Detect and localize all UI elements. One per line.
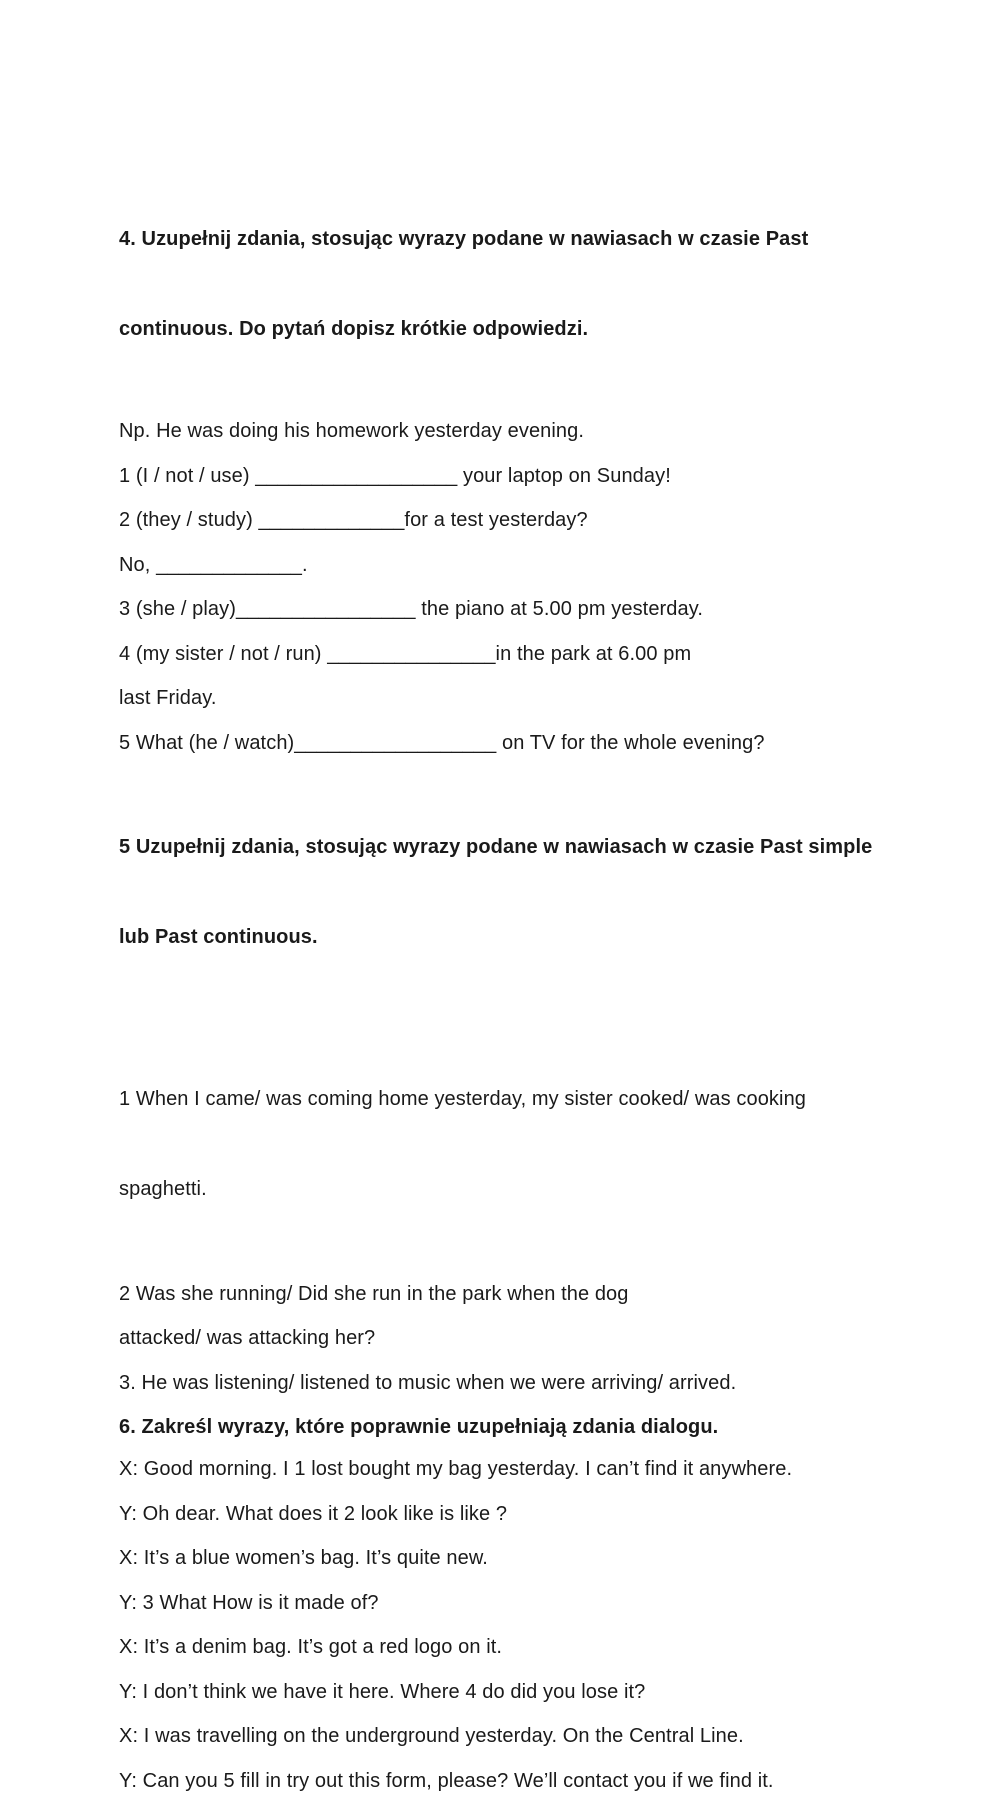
exercise-4-item-4-continued: last Friday. [119,687,217,709]
exercise-4-example: Np. He was doing his homework yesterday evening. [119,420,585,442]
exercise-5-item-1-line-2: spaghetti. [119,1178,207,1200]
exercise-5-item-1-line-1: 1 When I came/ was coming home yesterday, my sister cooked/ was cooking [119,1088,807,1110]
dialogue-line-8: Y: Can you 5 fill in try out this form, please? We’ll contact you if we find it. [119,1769,774,1792]
exercise-4-heading [119,164,899,404]
exercise-5-item-3: 3. He was listening/ listened to music when we were arriving/ arrived. [119,1371,737,1394]
dialogue-line-6: Y: I don’t think we have it here. Where 4 do did you lose it? [119,1680,646,1703]
exercise-5-heading-line-2: lub Past continuous. [119,926,318,948]
exercise-6-heading: 6. Zakreśl wyrazy, które poprawnie uzupełniają zdania dialogu. [119,1416,719,1438]
dialogue-line-7: X: I was travelling on the underground yesterday. On the Central Line. [119,1725,744,1747]
exercise-4-item-1: 1 (I / not / use) __________________ your laptop on Sunday! [119,464,671,487]
exercise-4-heading-line-2: continuous. Do pytań dopisz krótkie odpowiedzi. [119,318,589,340]
worksheet-page [119,164,899,1810]
dialogue-line-3: X: It’s a blue women’s bag. It’s quite new. [119,1547,488,1569]
exercise-5-heading [119,772,899,1012]
exercise-4-heading-line-1: 4. Uzupełnij zdania, stosując wyrazy podane w nawiasach w czasie Past [119,228,809,250]
exercise-5-item-2-continued: attacked/ was attacking her? [119,1327,376,1349]
exercise-4-item-2-answer: No, _____________. [119,553,308,576]
exercise-5-item-2: 2 Was she running/ Did she run in the park when the dog [119,1282,629,1305]
exercise-5-heading-line-1: 5 Uzupełnij zdania, stosując wyrazy podane w nawiasach w czasie Past simple [119,836,873,858]
exercise-4-item-5: 5 What (he / watch)__________________ on TV for the whole evening? [119,731,765,754]
exercise-5-item-1 [119,1024,899,1264]
exercise-4-item-2: 2 (they / study) _____________for a test yesterday? [119,509,588,531]
dialogue-line-4: Y: 3 What How is it made of? [119,1591,379,1614]
exercise-4-item-4: 4 (my sister / not / run) _______________in the park at 6.00 pm [119,642,692,665]
dialogue-line-1: X: Good morning. I 1 lost bought my bag yesterday. I can’t find it anywhere. [119,1458,793,1480]
exercise-4-item-3: 3 (she / play)________________ the piano at 5.00 pm yesterday. [119,598,704,620]
dialogue-line-5: X: It’s a denim bag. It’s got a red logo on it. [119,1636,503,1658]
dialogue-line-2: Y: Oh dear. What does it 2 look like is like ? [119,1502,508,1525]
